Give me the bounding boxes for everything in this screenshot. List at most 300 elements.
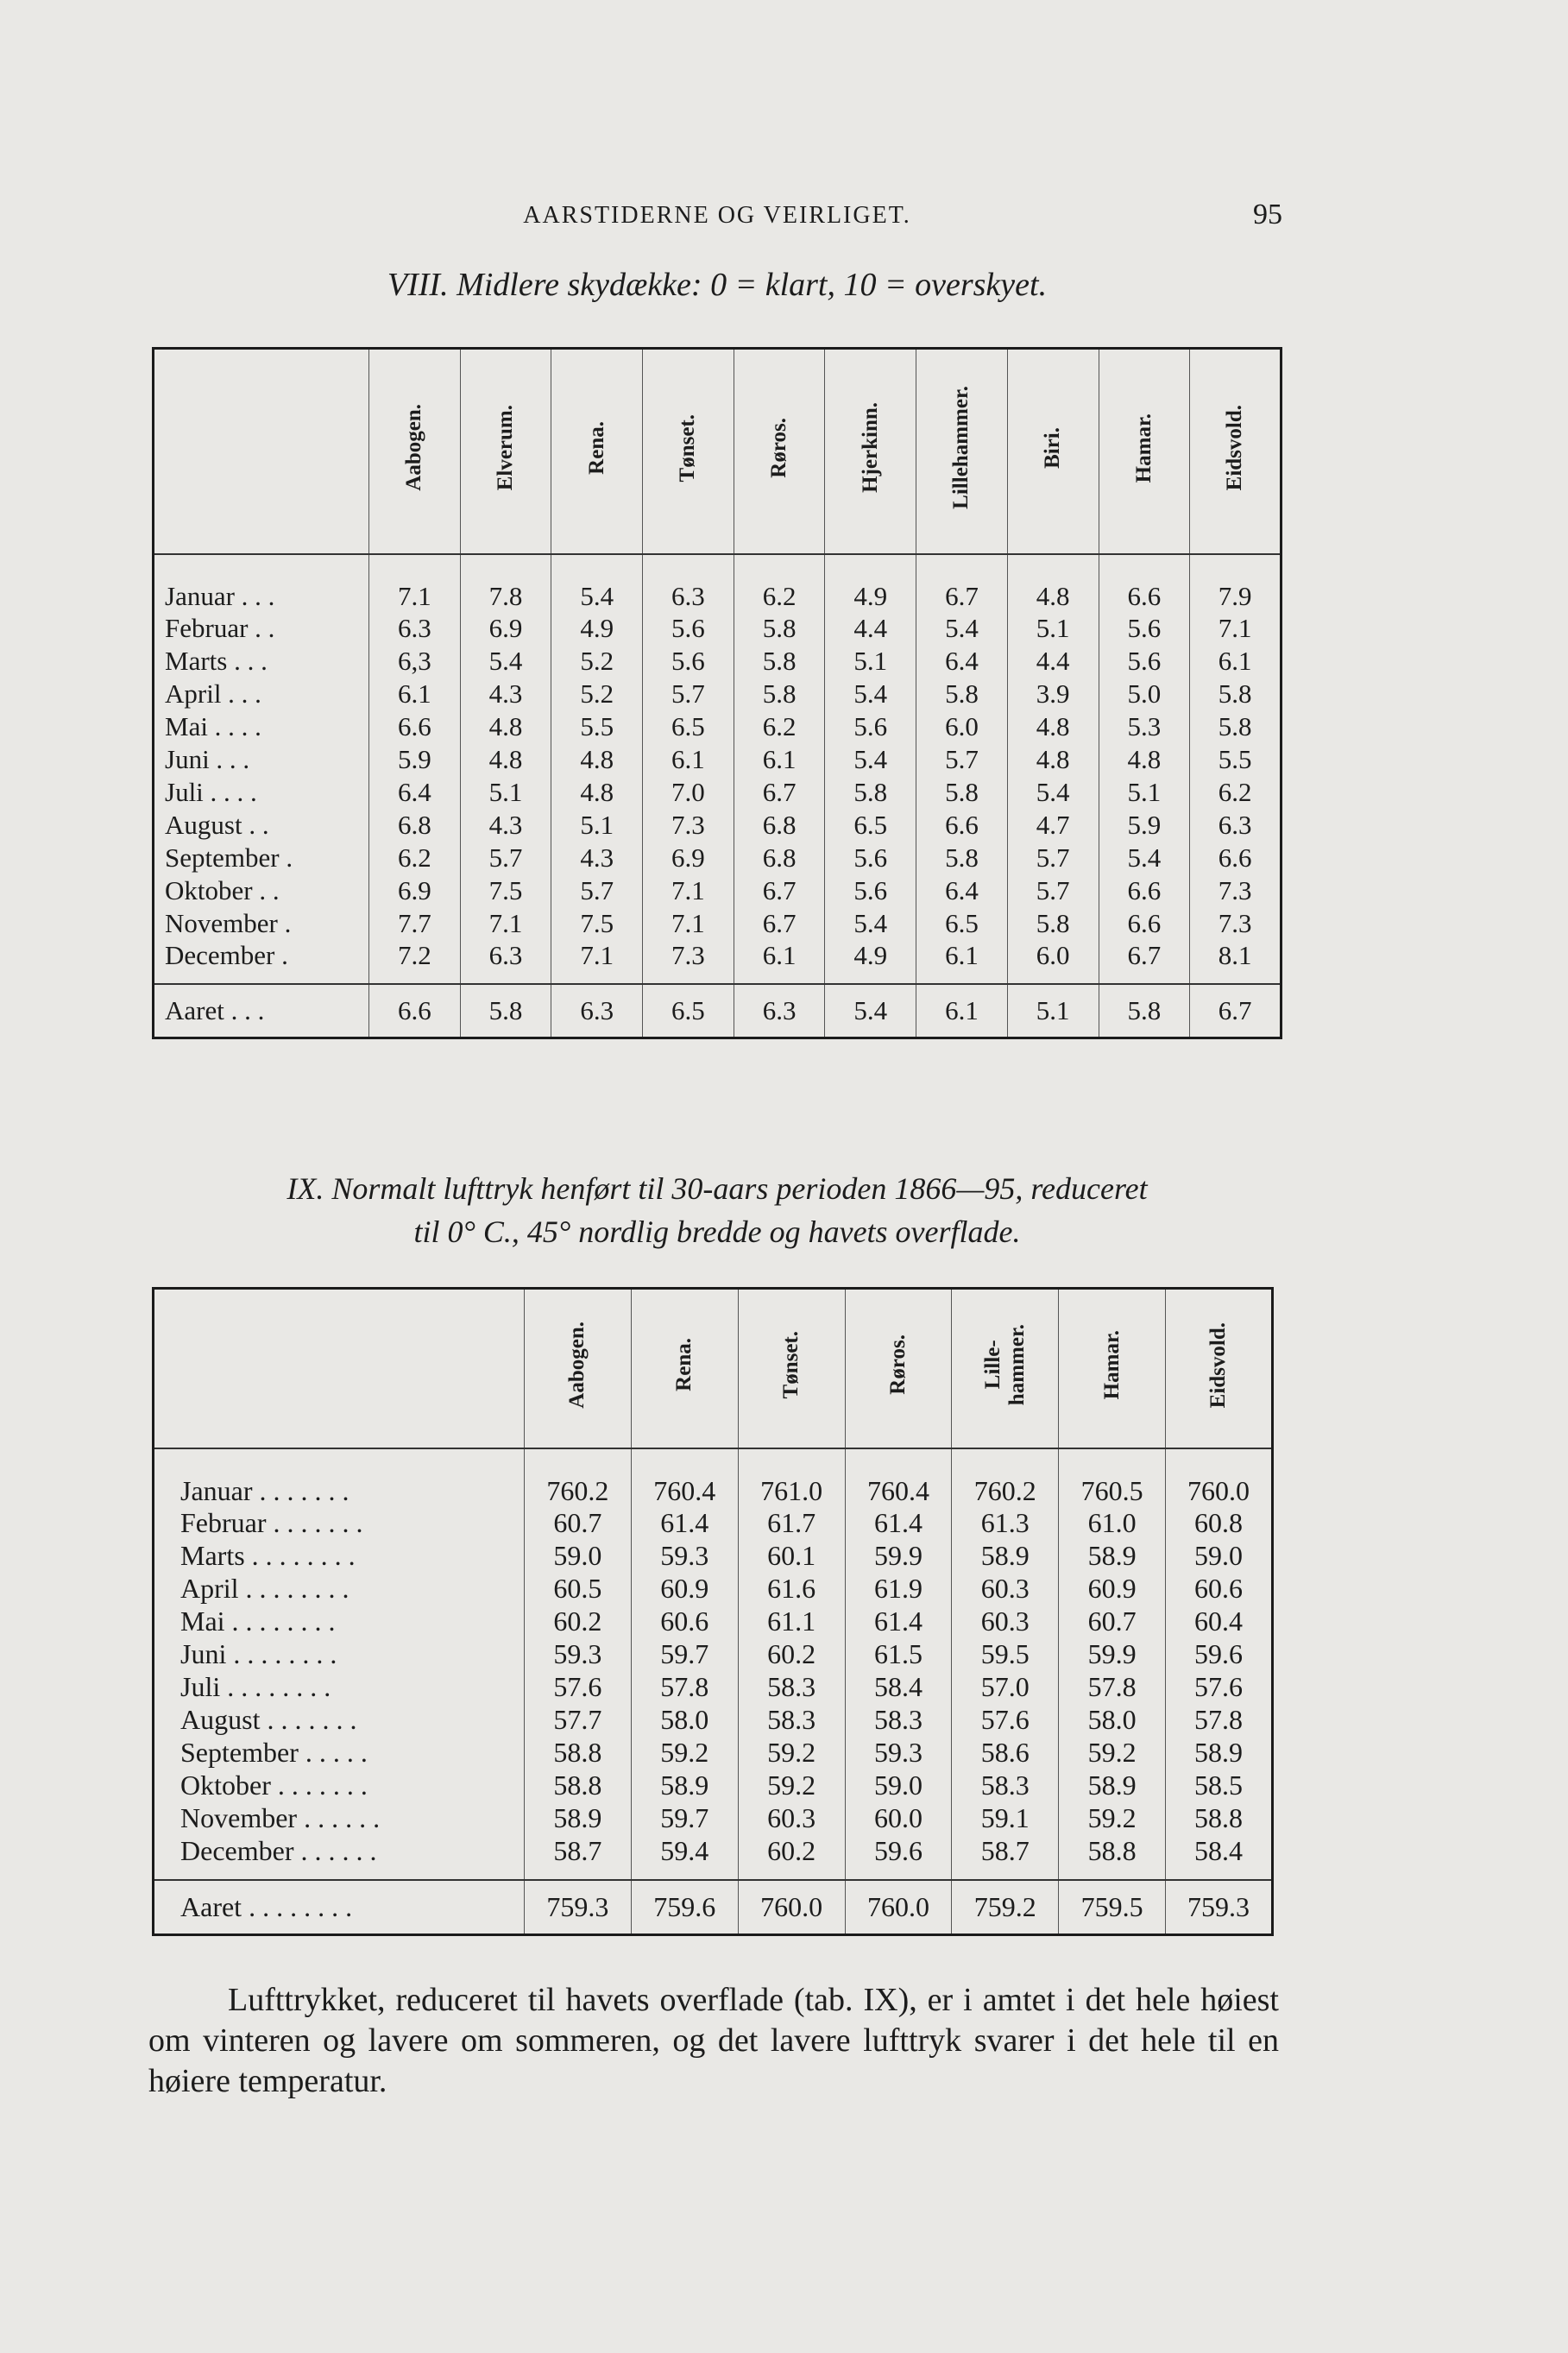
- table-row: [154, 743, 1281, 776]
- data-cell: 4.9: [825, 940, 916, 984]
- data-cell: 5.7: [1007, 842, 1099, 874]
- data-cell: 5.1: [1007, 612, 1099, 645]
- year-cell: 5.8: [460, 984, 551, 1038]
- table-row: [154, 1605, 1273, 1638]
- data-cell: 5.1: [1099, 776, 1190, 809]
- data-cell: 5.3: [1099, 710, 1190, 743]
- data-cell: 57.8: [1059, 1671, 1166, 1704]
- year-cell: 759.6: [631, 1880, 738, 1935]
- data-cell: 57.0: [952, 1671, 1059, 1704]
- year-cell: 5.4: [825, 984, 916, 1038]
- data-cell: 760.4: [845, 1448, 952, 1507]
- table-ix-caption: [152, 1167, 1282, 1253]
- data-cell: 5.8: [916, 678, 1008, 710]
- data-cell: 7.8: [460, 554, 551, 612]
- data-cell: 760.2: [952, 1448, 1059, 1507]
- data-cell: 6.8: [369, 809, 461, 842]
- year-cell: 6.5: [643, 984, 734, 1038]
- month-label: April . . . . . . . .: [180, 1573, 349, 1604]
- table-row: [154, 1671, 1273, 1704]
- year-cell: 759.2: [952, 1880, 1059, 1935]
- year-cell: 760.0: [845, 1880, 952, 1935]
- data-cell: 6.7: [916, 554, 1008, 612]
- data-cell: 60.0: [845, 1802, 952, 1835]
- station-name: Røros.: [885, 1334, 910, 1396]
- station-header: [460, 349, 551, 554]
- data-cell: 60.3: [952, 1605, 1059, 1638]
- data-cell: 6.6: [1099, 554, 1190, 612]
- data-cell: 58.9: [952, 1540, 1059, 1573]
- station-header: [916, 349, 1008, 554]
- data-cell: 4.9: [551, 612, 643, 645]
- data-cell: 5.8: [734, 678, 825, 710]
- data-cell: 7.1: [1190, 612, 1281, 645]
- month-label: Mai . . . .: [165, 710, 261, 741]
- data-cell: 57.8: [1166, 1704, 1273, 1737]
- data-cell: 4.3: [460, 678, 551, 710]
- data-cell: 60.1: [738, 1540, 845, 1573]
- data-cell: 6.6: [916, 809, 1008, 842]
- data-cell: 7.1: [551, 940, 643, 984]
- station-header: [369, 349, 461, 554]
- data-cell: 6.6: [1099, 874, 1190, 907]
- data-cell: 59.9: [845, 1540, 952, 1573]
- data-cell: 6.8: [734, 809, 825, 842]
- table-row: [154, 1835, 1273, 1880]
- data-cell: 6.1: [1190, 645, 1281, 678]
- month-label: November .: [165, 907, 292, 938]
- data-cell: 61.9: [845, 1573, 952, 1605]
- data-cell: 6.6: [1190, 842, 1281, 874]
- table-ix-caption-line-2: til 0° C., 45° nordlig bredde og havets overflade.: [413, 1214, 1021, 1249]
- station-header: [738, 1289, 845, 1448]
- data-cell: 5.8: [1190, 710, 1281, 743]
- data-cell: 4.8: [1007, 554, 1099, 612]
- data-cell: 58.7: [525, 1835, 632, 1880]
- data-cell: 5.1: [460, 776, 551, 809]
- data-cell: 6.1: [369, 678, 461, 710]
- data-cell: 60.5: [525, 1573, 632, 1605]
- data-cell: 5.2: [551, 645, 643, 678]
- data-cell: 57.6: [525, 1671, 632, 1704]
- body-paragraph: [148, 1980, 1279, 2102]
- table-row: [154, 1638, 1273, 1671]
- station-header: [1007, 349, 1099, 554]
- data-cell: 59.3: [845, 1737, 952, 1769]
- data-cell: 58.9: [525, 1802, 632, 1835]
- table-row: [154, 678, 1281, 710]
- station-name: Tønset.: [779, 1331, 803, 1399]
- data-cell: 61.1: [738, 1605, 845, 1638]
- data-cell: 60.4: [1166, 1605, 1273, 1638]
- data-cell: 6.8: [734, 842, 825, 874]
- page-number: 95: [1253, 199, 1282, 230]
- table-row: [154, 1573, 1273, 1605]
- data-cell: 6.7: [734, 874, 825, 907]
- data-cell: 7.0: [643, 776, 734, 809]
- data-cell: 5.6: [1099, 645, 1190, 678]
- data-cell: 6.2: [369, 842, 461, 874]
- data-cell: 60.8: [1166, 1507, 1273, 1540]
- data-cell: 57.6: [952, 1704, 1059, 1737]
- data-cell: 5.4: [1099, 842, 1190, 874]
- data-cell: 61.5: [845, 1638, 952, 1671]
- data-cell: 61.4: [631, 1507, 738, 1540]
- data-cell: 58.6: [952, 1737, 1059, 1769]
- data-cell: 3.9: [1007, 678, 1099, 710]
- data-cell: 58.7: [952, 1835, 1059, 1880]
- data-cell: 7.9: [1190, 554, 1281, 612]
- data-cell: 760.4: [631, 1448, 738, 1507]
- data-cell: 6.3: [1190, 809, 1281, 842]
- month-label: December .: [165, 939, 288, 970]
- data-cell: 5.4: [825, 678, 916, 710]
- data-cell: 7.3: [643, 940, 734, 984]
- data-cell: 8.1: [1190, 940, 1281, 984]
- data-cell: 57.8: [631, 1671, 738, 1704]
- year-cell: 760.0: [738, 1880, 845, 1935]
- data-cell: 4.7: [1007, 809, 1099, 842]
- station-name: Røros.: [767, 417, 791, 478]
- data-cell: 5.2: [551, 678, 643, 710]
- month-label: September . . . . .: [180, 1737, 368, 1768]
- data-cell: 58.9: [1059, 1540, 1166, 1573]
- year-cell: 5.1: [1007, 984, 1099, 1038]
- data-cell: 58.0: [1059, 1704, 1166, 1737]
- data-cell: 60.7: [1059, 1605, 1166, 1638]
- data-cell: 58.8: [1166, 1802, 1273, 1835]
- data-cell: 60.3: [952, 1573, 1059, 1605]
- data-cell: 7.3: [643, 809, 734, 842]
- data-cell: 5.5: [1190, 743, 1281, 776]
- year-row: [154, 1880, 1273, 1935]
- data-cell: 6.5: [825, 809, 916, 842]
- data-cell: 7.1: [460, 907, 551, 940]
- year-label: Aaret . . .: [154, 984, 369, 1038]
- data-cell: 7.3: [1190, 874, 1281, 907]
- data-cell: 7.5: [551, 907, 643, 940]
- data-cell: 58.3: [845, 1704, 952, 1737]
- data-cell: 6.3: [643, 554, 734, 612]
- data-cell: 7.1: [369, 554, 461, 612]
- data-cell: 60.6: [631, 1605, 738, 1638]
- data-cell: 760.0: [1166, 1448, 1273, 1507]
- data-cell: 61.4: [845, 1605, 952, 1638]
- year-cell: 6.3: [734, 984, 825, 1038]
- data-cell: 6.1: [916, 940, 1008, 984]
- data-cell: 6,3: [369, 645, 461, 678]
- data-cell: 6.6: [369, 710, 461, 743]
- data-cell: 5.6: [643, 612, 734, 645]
- year-cell: 6.3: [551, 984, 643, 1038]
- data-cell: 4.9: [825, 554, 916, 612]
- data-cell: 59.1: [952, 1802, 1059, 1835]
- data-cell: 59.6: [1166, 1638, 1273, 1671]
- data-cell: 6.5: [643, 710, 734, 743]
- station-header: [734, 349, 825, 554]
- data-cell: 5.6: [825, 842, 916, 874]
- data-cell: 58.0: [631, 1704, 738, 1737]
- station-header: [952, 1289, 1059, 1448]
- data-cell: 6.1: [734, 940, 825, 984]
- month-label: Marts . . . . . . . .: [180, 1540, 356, 1571]
- data-cell: 7.1: [643, 874, 734, 907]
- month-label: Oktober . . . . . . .: [180, 1769, 368, 1801]
- month-label: Februar . .: [165, 612, 275, 643]
- data-cell: 60.2: [525, 1605, 632, 1638]
- data-cell: 60.3: [738, 1802, 845, 1835]
- data-cell: 6.9: [460, 612, 551, 645]
- data-cell: 59.4: [631, 1835, 738, 1880]
- table-row: [154, 940, 1281, 984]
- month-label: April . . .: [165, 678, 261, 709]
- data-cell: 5.4: [825, 907, 916, 940]
- year-cell: 6.7: [1190, 984, 1281, 1038]
- year-label: Aaret . . . . . . . .: [154, 1880, 525, 1935]
- station-header: [643, 349, 734, 554]
- data-cell: 59.6: [845, 1835, 952, 1880]
- data-cell: 5.7: [643, 678, 734, 710]
- data-cell: 59.0: [525, 1540, 632, 1573]
- data-cell: 58.4: [845, 1671, 952, 1704]
- table-row: [154, 1802, 1273, 1835]
- data-cell: 6.9: [643, 842, 734, 874]
- data-cell: 4.3: [460, 809, 551, 842]
- table-row: [154, 907, 1281, 940]
- data-cell: 59.5: [952, 1638, 1059, 1671]
- data-cell: 7.2: [369, 940, 461, 984]
- data-cell: 58.3: [952, 1769, 1059, 1802]
- station-header: [551, 349, 643, 554]
- data-cell: 5.0: [1099, 678, 1190, 710]
- data-cell: 6.3: [460, 940, 551, 984]
- station-name: Aabogen.: [565, 1321, 589, 1409]
- data-cell: 6.7: [734, 776, 825, 809]
- table-row: [154, 645, 1281, 678]
- data-cell: 60.9: [631, 1573, 738, 1605]
- table-row: [154, 1704, 1273, 1737]
- data-cell: 760.5: [1059, 1448, 1166, 1507]
- year-row: [154, 984, 1281, 1038]
- data-cell: 5.6: [1099, 612, 1190, 645]
- station-name: Lillehammer.: [949, 386, 973, 510]
- data-cell: 5.8: [916, 842, 1008, 874]
- data-cell: 58.3: [738, 1671, 845, 1704]
- month-label: December . . . . . .: [180, 1834, 377, 1866]
- data-cell: 60.2: [738, 1835, 845, 1880]
- table-row: [154, 809, 1281, 842]
- stub-header: [154, 1289, 525, 1448]
- data-cell: 5.9: [1099, 809, 1190, 842]
- data-cell: 4.8: [460, 710, 551, 743]
- station-name: Hamar.: [1099, 1330, 1124, 1400]
- data-cell: 6.1: [643, 743, 734, 776]
- data-cell: 57.7: [525, 1704, 632, 1737]
- data-cell: 6.2: [1190, 776, 1281, 809]
- data-cell: 5.7: [460, 842, 551, 874]
- data-cell: 6.3: [369, 612, 461, 645]
- data-cell: 5.8: [916, 776, 1008, 809]
- data-cell: 60.9: [1059, 1573, 1166, 1605]
- month-label: Juli . . . . . . . .: [180, 1671, 331, 1702]
- data-cell: 5.6: [643, 645, 734, 678]
- data-cell: 6.6: [1099, 907, 1190, 940]
- station-name: Rena.: [584, 420, 608, 475]
- data-cell: 7.5: [460, 874, 551, 907]
- data-cell: 59.3: [631, 1540, 738, 1573]
- data-cell: 59.7: [631, 1638, 738, 1671]
- month-label: August . .: [165, 809, 269, 840]
- data-cell: 4.8: [460, 743, 551, 776]
- data-cell: 59.0: [1166, 1540, 1273, 1573]
- data-cell: 5.4: [916, 612, 1008, 645]
- data-cell: 5.9: [369, 743, 461, 776]
- data-cell: 6.2: [734, 710, 825, 743]
- station-header: [631, 1289, 738, 1448]
- station-header: [1059, 1289, 1166, 1448]
- data-cell: 5.8: [734, 645, 825, 678]
- data-cell: 4.3: [551, 842, 643, 874]
- data-cell: 5.4: [825, 743, 916, 776]
- station-name: Biri.: [1041, 426, 1065, 469]
- stub-header: [154, 349, 369, 554]
- data-cell: 5.4: [1007, 776, 1099, 809]
- table-header-row: [154, 349, 1281, 554]
- data-cell: 6.5: [916, 907, 1008, 940]
- paragraph-text: Lufttrykket, reduceret til havets overflade (tab. IX), er i amtet i det hele høiest om vinteren og lavere om sommeren, og det lavere lufttryk svarer i det hele til en høiere temperatur.: [148, 1982, 1279, 2099]
- data-cell: 6.2: [734, 554, 825, 612]
- data-cell: 5.8: [825, 776, 916, 809]
- data-cell: 5.4: [551, 554, 643, 612]
- data-cell: 61.0: [1059, 1507, 1166, 1540]
- data-cell: 5.5: [551, 710, 643, 743]
- table-row: [154, 1507, 1273, 1540]
- station-name: Rena.: [672, 1338, 696, 1392]
- data-cell: 59.7: [631, 1802, 738, 1835]
- month-label: August . . . . . . .: [180, 1704, 357, 1735]
- data-cell: 59.2: [738, 1769, 845, 1802]
- table-row: [154, 1737, 1273, 1769]
- table-ix-caption-line-1: IX. Normalt lufttryk henført til 30-aars perioden 1866—95, reduceret: [287, 1171, 1148, 1206]
- data-cell: 4.8: [551, 776, 643, 809]
- table-row: [154, 710, 1281, 743]
- data-cell: 5.8: [1190, 678, 1281, 710]
- data-cell: 60.7: [525, 1507, 632, 1540]
- station-header: [525, 1289, 632, 1448]
- data-cell: 59.2: [631, 1737, 738, 1769]
- data-cell: 58.9: [1059, 1769, 1166, 1802]
- data-cell: 57.6: [1166, 1671, 1273, 1704]
- station-name: Lille- hammer.: [980, 1324, 1029, 1406]
- data-cell: 5.6: [825, 874, 916, 907]
- data-cell: 6.1: [734, 743, 825, 776]
- month-label: September .: [165, 842, 293, 873]
- station-name: Hjerkinn.: [858, 402, 882, 494]
- table-row: [154, 1540, 1273, 1573]
- data-cell: 59.2: [1059, 1802, 1166, 1835]
- month-label: Januar . . . . . . .: [180, 1474, 349, 1506]
- data-cell: 5.1: [825, 645, 916, 678]
- station-header: [825, 349, 916, 554]
- year-cell: 759.3: [1166, 1880, 1273, 1935]
- month-label: Marts . . .: [165, 645, 268, 676]
- data-cell: 60.2: [738, 1638, 845, 1671]
- station-name: Elverum.: [494, 405, 518, 491]
- data-cell: 5.8: [1007, 907, 1099, 940]
- data-cell: 58.8: [525, 1769, 632, 1802]
- data-cell: 6.4: [369, 776, 461, 809]
- station-header: [1190, 349, 1281, 554]
- data-cell: 6.7: [734, 907, 825, 940]
- data-cell: 6.9: [369, 874, 461, 907]
- data-cell: 58.8: [525, 1737, 632, 1769]
- station-name: Hamar.: [1131, 413, 1156, 483]
- data-cell: 61.7: [738, 1507, 845, 1540]
- data-cell: 5.7: [551, 874, 643, 907]
- month-label: Juni . . .: [165, 743, 250, 774]
- data-cell: 6.4: [916, 645, 1008, 678]
- data-cell: 5.6: [825, 710, 916, 743]
- table-row: [154, 842, 1281, 874]
- table-row: [154, 1448, 1273, 1507]
- data-cell: 59.0: [845, 1769, 952, 1802]
- data-cell: 61.4: [845, 1507, 952, 1540]
- table-row: [154, 1769, 1273, 1802]
- page-header: [152, 197, 1282, 235]
- data-cell: 58.9: [631, 1769, 738, 1802]
- data-cell: 5.7: [1007, 874, 1099, 907]
- data-cell: 61.3: [952, 1507, 1059, 1540]
- data-cell: 7.3: [1190, 907, 1281, 940]
- month-label: November . . . . . .: [180, 1802, 381, 1833]
- month-label: Mai . . . . . . . .: [180, 1605, 336, 1637]
- data-cell: 58.8: [1059, 1835, 1166, 1880]
- year-cell: 5.8: [1099, 984, 1190, 1038]
- data-cell: 5.7: [916, 743, 1008, 776]
- month-label: Juni . . . . . . . .: [180, 1638, 337, 1669]
- table-viii-caption: VIII. Midlere skydække: 0 = klart, 10 = overskyet.: [387, 267, 1048, 303]
- data-cell: 4.8: [551, 743, 643, 776]
- table-row: [154, 612, 1281, 645]
- data-cell: 6.7: [1099, 940, 1190, 984]
- table-header-row: [154, 1289, 1273, 1448]
- table-row: [154, 554, 1281, 612]
- station-header: [1166, 1289, 1273, 1448]
- station-name: Eidsvold.: [1206, 1322, 1231, 1408]
- data-cell: 59.2: [1059, 1737, 1166, 1769]
- data-cell: 4.8: [1007, 743, 1099, 776]
- data-cell: 4.4: [825, 612, 916, 645]
- table-row: [154, 874, 1281, 907]
- table-row: [154, 776, 1281, 809]
- data-cell: 60.6: [1166, 1573, 1273, 1605]
- year-cell: 6.1: [916, 984, 1008, 1038]
- data-cell: 4.4: [1007, 645, 1099, 678]
- station-name: Aabogen.: [402, 404, 426, 492]
- data-cell: 58.9: [1166, 1737, 1273, 1769]
- table-viii-cloud-cover: [152, 347, 1282, 1039]
- data-cell: 6.0: [1007, 940, 1099, 984]
- station-header: [845, 1289, 952, 1448]
- data-cell: 761.0: [738, 1448, 845, 1507]
- year-cell: 759.5: [1059, 1880, 1166, 1935]
- station-header: [1099, 349, 1190, 554]
- month-label: Februar . . . . . . .: [180, 1507, 363, 1538]
- station-name: Tønset.: [676, 413, 700, 482]
- data-cell: 59.2: [738, 1737, 845, 1769]
- running-title: AARSTIDERNE OG VEIRLIGET.: [523, 202, 911, 229]
- year-cell: 6.6: [369, 984, 461, 1038]
